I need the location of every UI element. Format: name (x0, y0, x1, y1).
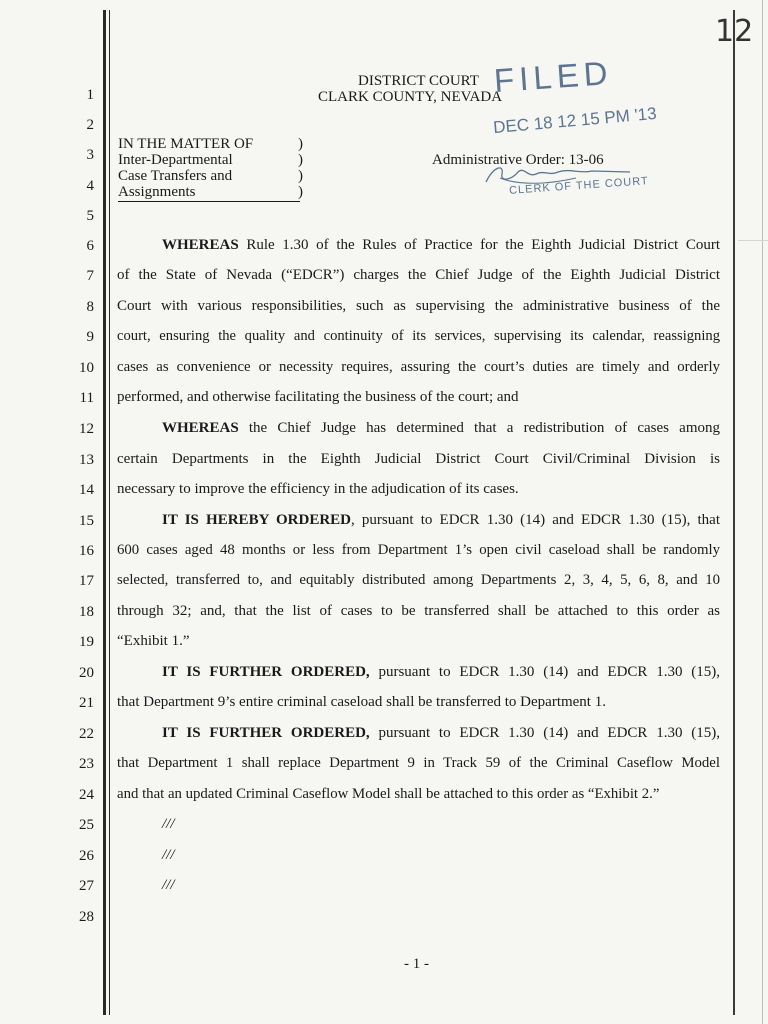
caption-line-2: Inter-Departmental (118, 152, 233, 168)
body-text: the Chief Judge has determined that a redistribution of cases among (238, 420, 720, 436)
line-number: 15 (79, 513, 94, 529)
line-number: 3 (86, 147, 94, 163)
line-number: 18 (79, 604, 94, 620)
line-number: 26 (79, 848, 94, 864)
body-text: pursuant to EDCR 1.30 (14) and EDCR 1.30 (15), (369, 664, 720, 680)
line-number: 7 (86, 268, 94, 284)
body-line-12 (117, 420, 720, 437)
line-number: 20 (79, 665, 94, 681)
left-margin-double-rule (103, 10, 106, 1015)
scan-edge (762, 0, 763, 1024)
body-line-23: that Department 1 shall replace Department 9 in Track 59 of the Criminal Caseflow Model (117, 755, 720, 771)
line-number: 5 (86, 208, 94, 224)
body-line-6 (117, 237, 720, 254)
left-margin-inner-rule (109, 10, 110, 1015)
body-line-9: court, ensuring the quality and continuity of its services, supervising its calendar, reassigning (117, 328, 720, 344)
caption-underline (118, 201, 300, 202)
body-text: pursuant to EDCR 1.30 (14) and EDCR 1.30 (15), (369, 725, 720, 741)
body-line-20 (117, 664, 720, 681)
body-line-22 (117, 725, 720, 742)
continuation-slashes: /// (162, 847, 175, 863)
line-number: 4 (86, 178, 94, 194)
line-number: 25 (79, 817, 94, 833)
line-number: 8 (86, 299, 94, 315)
caption-paren: ) (298, 152, 303, 168)
line-number: 1 (86, 87, 94, 103)
caption-line-1: IN THE MATTER OF (118, 136, 254, 152)
body-line-18: through 32; and, that the list of cases to be transferred shall be attached to this order as (117, 603, 720, 619)
administrative-order-number: Administrative Order: 13-06 (432, 152, 604, 168)
line-number: 12 (79, 421, 94, 437)
continuation-slashes: /// (162, 877, 175, 893)
continuation-slashes: /// (162, 816, 175, 832)
whereas-keyword: WHEREAS (162, 237, 239, 253)
body-line-8: Court with various responsibilities, such as supervising the administrative business of the (117, 298, 720, 314)
body-line-14: necessary to improve the efficiency in the adjudication of its cases. (117, 481, 519, 497)
filed-stamp: FILED (492, 53, 614, 100)
caption-paren: ) (298, 136, 303, 152)
body-line-21: that Department 9’s entire criminal caseload shall be transferred to Department 1. (117, 694, 606, 710)
line-number: 24 (79, 787, 94, 803)
body-line-16: 600 cases aged 48 months or less from Department 1’s open civil caseload shall be randomly (117, 542, 720, 558)
body-text: , pursuant to EDCR 1.30 (14) and EDCR 1.30 (15), that (351, 512, 720, 528)
ordered-keyword: IT IS HEREBY ORDERED (162, 512, 352, 528)
line-number: 6 (86, 238, 94, 254)
handwritten-page-number: 12 (715, 14, 754, 49)
line-number: 28 (79, 909, 94, 925)
caption-line-4: Assignments (118, 184, 196, 200)
line-number: 14 (79, 482, 94, 498)
line-number: 19 (79, 634, 94, 650)
body-line-7: of the State of Nevada (“EDCR”) charges the Chief Judge of the Eighth Judicial District (117, 267, 720, 283)
line-number: 27 (79, 878, 94, 894)
body-line-10: cases as convenience or necessity requires, assuring the court’s duties are timely and orderly (117, 359, 720, 375)
line-number: 13 (79, 452, 94, 468)
line-number: 11 (79, 390, 94, 406)
line-number: 16 (79, 543, 94, 559)
right-margin-rule (733, 10, 735, 1015)
ordered-keyword: IT IS FURTHER ORDERED, (162, 664, 370, 680)
whereas-keyword: WHEREAS (162, 420, 239, 436)
caption-paren: ) (298, 184, 303, 200)
body-text: Rule 1.30 of the Rules of Practice for the Eighth Judicial District Court (238, 237, 720, 253)
body-line-15 (117, 512, 720, 529)
page-number: - 1 - (404, 956, 429, 972)
county-name: CLARK COUNTY, NEVADA (318, 89, 503, 105)
line-number: 2 (86, 117, 94, 133)
line-number: 21 (79, 695, 94, 711)
scan-edge-mark (738, 240, 768, 241)
body-line-17: selected, transferred to, and equitably distributed among Departments 2, 3, 4, 5, 6, 8, and 10 (117, 572, 720, 588)
court-name: DISTRICT COURT (358, 73, 479, 89)
body-line-24: and that an updated Criminal Caseflow Model shall be attached to this order as “Exhibit 2.” (117, 786, 660, 802)
body-line-19: “Exhibit 1.” (117, 633, 190, 649)
body-line-11: performed, and otherwise facilitating the business of the court; and (117, 389, 519, 405)
line-number: 17 (79, 573, 94, 589)
caption-line-3: Case Transfers and (118, 168, 233, 184)
line-number: 23 (79, 756, 94, 772)
line-number: 22 (79, 726, 94, 742)
ordered-keyword: IT IS FURTHER ORDERED, (162, 725, 370, 741)
line-number: 10 (79, 360, 94, 376)
line-number: 9 (86, 329, 94, 345)
clerk-stamp: CLERK OF THE COURT (508, 175, 650, 197)
caption-paren: ) (298, 168, 303, 184)
body-line-13: certain Departments in the Eighth Judicial District Court Civil/Criminal Division is (117, 451, 720, 467)
filed-date-stamp: DEC 18 12 15 PM '13 (492, 103, 658, 138)
